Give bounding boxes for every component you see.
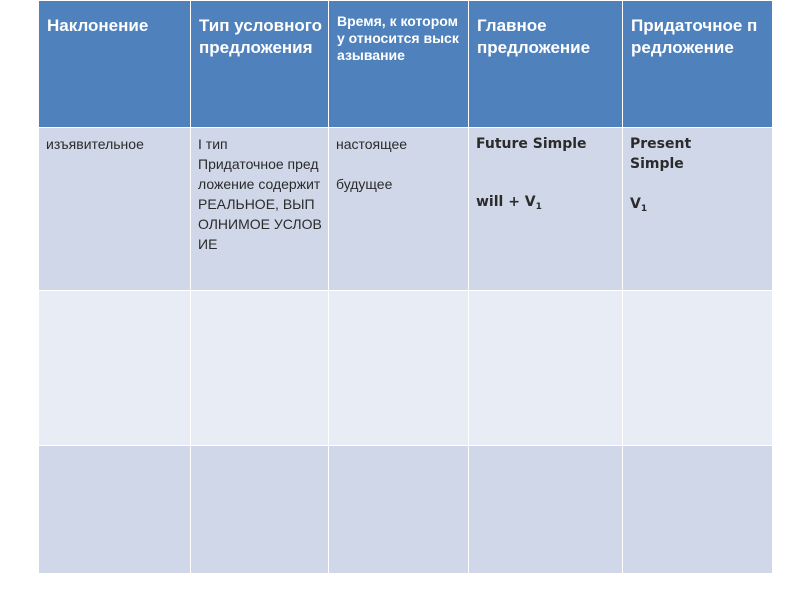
- cell-main-clause: [469, 128, 623, 291]
- condition-type-description: Придаточное предложение содержит РЕАЛЬНОЕ, ВЫПОЛНИМОЕ УСЛОВИЕ: [198, 156, 322, 252]
- empty-cell: [39, 446, 191, 574]
- subordinate-clause-formula: $V_1$: [630, 196, 648, 214]
- table-row: [39, 291, 773, 446]
- header-time: Время, к которому относится высказывание: [329, 1, 469, 128]
- empty-cell: [191, 291, 329, 446]
- cell-condition-type: [191, 128, 329, 291]
- table-wrapper: [38, 0, 772, 573]
- cell-time: [329, 128, 469, 291]
- empty-cell: [191, 446, 329, 574]
- empty-cell: [469, 446, 623, 574]
- empty-cell: [623, 291, 773, 446]
- condition-type-number: I тип: [198, 136, 228, 152]
- table-row: [39, 128, 773, 291]
- header-main-clause: Главное предложение: [469, 1, 623, 128]
- empty-cell: [329, 291, 469, 446]
- empty-cell: [623, 446, 773, 574]
- cell-subordinate-clause: [623, 128, 773, 291]
- conditional-sentences-table: [38, 0, 773, 574]
- empty-cell: [39, 291, 191, 446]
- header-mood: Наклонение: [39, 1, 191, 128]
- table-row: [39, 446, 773, 574]
- header-subordinate-clause: Придаточное предложение: [623, 1, 773, 128]
- empty-cell: [469, 291, 623, 446]
- subordinate-clause-tense: Present Simple: [630, 136, 692, 172]
- cell-mood: изъявительное: [39, 128, 191, 291]
- main-clause-formula: will + $V_1$: [476, 194, 542, 212]
- table-header-row: [39, 1, 773, 128]
- header-condition-type: Тип условного предложения: [191, 1, 329, 128]
- time-present: настоящее: [336, 136, 408, 152]
- time-future: будущее: [336, 176, 393, 192]
- main-clause-tense: Future Simple: [476, 136, 587, 152]
- empty-cell: [329, 446, 469, 574]
